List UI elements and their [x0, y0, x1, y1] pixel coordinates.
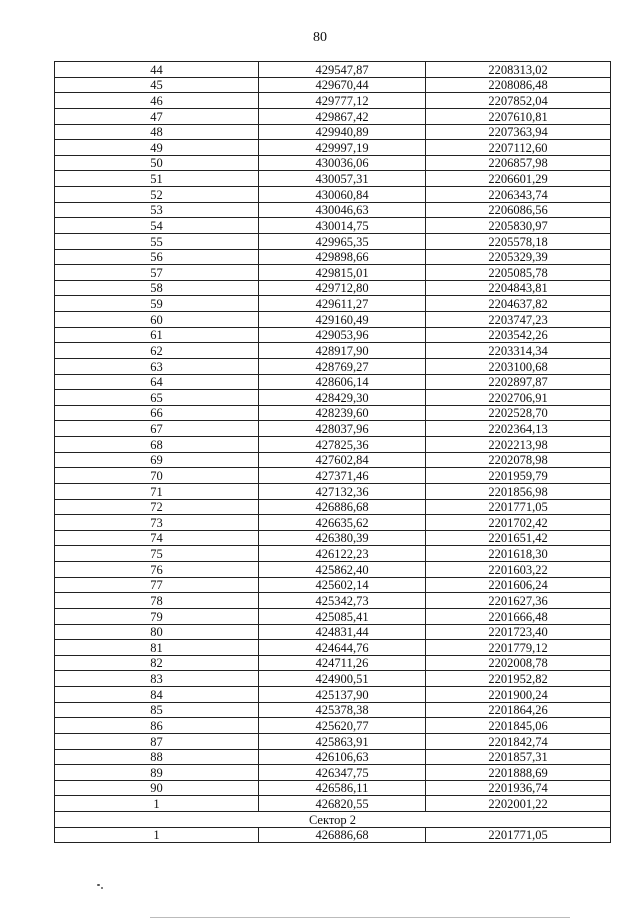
x-coordinate-cell: 429777,12 [259, 93, 426, 109]
point-number-cell: 54 [55, 218, 259, 234]
table-row [55, 718, 611, 734]
table-row [55, 405, 611, 421]
y-coordinate-cell: 2207610,81 [426, 108, 611, 124]
x-coordinate-cell: 425137,90 [259, 687, 426, 703]
table-row [55, 468, 611, 484]
x-coordinate-cell: 424900,51 [259, 671, 426, 687]
x-coordinate-cell: 425620,77 [259, 718, 426, 734]
x-coordinate-cell: 426122,23 [259, 546, 426, 562]
y-coordinate-cell: 2201651,42 [426, 530, 611, 546]
table-row [55, 483, 611, 499]
point-number-cell: 56 [55, 249, 259, 265]
table-row [55, 687, 611, 703]
y-coordinate-cell: 2201666,48 [426, 608, 611, 624]
point-number-cell: 69 [55, 452, 259, 468]
x-coordinate-cell: 429670,44 [259, 77, 426, 93]
table-row [55, 608, 611, 624]
x-coordinate-cell: 426347,75 [259, 765, 426, 781]
x-coordinate-cell: 429940,89 [259, 124, 426, 140]
point-number-cell: 80 [55, 624, 259, 640]
point-number-cell: 78 [55, 593, 259, 609]
table-row [55, 155, 611, 171]
table-row [55, 624, 611, 640]
y-coordinate-cell: 2204637,82 [426, 296, 611, 312]
y-coordinate-cell: 2208086,48 [426, 77, 611, 93]
table-row [55, 671, 611, 687]
table-row [55, 421, 611, 437]
x-coordinate-cell: 424711,26 [259, 655, 426, 671]
table-row [55, 765, 611, 781]
point-number-cell: 77 [55, 577, 259, 593]
table-row [55, 593, 611, 609]
y-coordinate-cell: 2201856,98 [426, 483, 611, 499]
point-number-cell: 1 [55, 796, 259, 812]
y-coordinate-cell: 2201959,79 [426, 468, 611, 484]
y-coordinate-cell: 2201779,12 [426, 640, 611, 656]
y-coordinate-cell: 2201888,69 [426, 765, 611, 781]
y-coordinate-cell: 2201603,22 [426, 562, 611, 578]
y-coordinate-cell: 2207112,60 [426, 140, 611, 156]
point-number-cell: 89 [55, 765, 259, 781]
x-coordinate-cell: 430036,06 [259, 155, 426, 171]
table-row [55, 499, 611, 515]
page-number: 80 [313, 30, 327, 45]
table-row [55, 827, 611, 843]
point-number-cell: 53 [55, 202, 259, 218]
y-coordinate-cell: 2201702,42 [426, 515, 611, 531]
y-coordinate-cell: 2201627,36 [426, 593, 611, 609]
table-row [55, 749, 611, 765]
x-coordinate-cell: 429815,01 [259, 265, 426, 281]
point-number-cell: 72 [55, 499, 259, 515]
y-coordinate-cell: 2201857,31 [426, 749, 611, 765]
table-row [55, 390, 611, 406]
point-number-cell: 59 [55, 296, 259, 312]
x-coordinate-cell: 427132,36 [259, 483, 426, 499]
table-row [55, 343, 611, 359]
table-row [55, 202, 611, 218]
x-coordinate-cell: 424831,44 [259, 624, 426, 640]
x-coordinate-cell: 425862,40 [259, 562, 426, 578]
y-coordinate-cell: 2206601,29 [426, 171, 611, 187]
table-row [55, 327, 611, 343]
table-row [55, 437, 611, 453]
scan-edge-line [150, 917, 570, 918]
x-coordinate-cell: 429965,35 [259, 233, 426, 249]
point-number-cell: 75 [55, 546, 259, 562]
table-row [55, 93, 611, 109]
x-coordinate-cell: 428917,90 [259, 343, 426, 359]
table-row [55, 108, 611, 124]
y-coordinate-cell: 2205578,18 [426, 233, 611, 249]
coordinates-table-body [55, 62, 611, 843]
y-coordinate-cell: 2201864,26 [426, 702, 611, 718]
x-coordinate-cell: 426635,62 [259, 515, 426, 531]
point-number-cell: 67 [55, 421, 259, 437]
y-coordinate-cell: 2203314,34 [426, 343, 611, 359]
x-coordinate-cell: 425602,14 [259, 577, 426, 593]
y-coordinate-cell: 2202213,98 [426, 437, 611, 453]
x-coordinate-cell: 425342,73 [259, 593, 426, 609]
y-coordinate-cell: 2205085,78 [426, 265, 611, 281]
x-coordinate-cell: 429053,96 [259, 327, 426, 343]
table-row [55, 62, 611, 78]
point-number-cell: 61 [55, 327, 259, 343]
table-row [55, 374, 611, 390]
table-row [55, 124, 611, 140]
table-row [55, 312, 611, 328]
point-number-cell: 83 [55, 671, 259, 687]
x-coordinate-cell: 425378,38 [259, 702, 426, 718]
point-number-cell: 70 [55, 468, 259, 484]
y-coordinate-cell: 2202001,22 [426, 796, 611, 812]
point-number-cell: 81 [55, 640, 259, 656]
table-row [55, 515, 611, 531]
table-row [55, 796, 611, 812]
point-number-cell: 62 [55, 343, 259, 359]
point-number-cell: 87 [55, 733, 259, 749]
point-number-cell: 88 [55, 749, 259, 765]
point-number-cell: 85 [55, 702, 259, 718]
y-coordinate-cell: 2207363,94 [426, 124, 611, 140]
table-row [55, 640, 611, 656]
x-coordinate-cell: 426886,68 [259, 827, 426, 843]
table-row [55, 702, 611, 718]
point-number-cell: 73 [55, 515, 259, 531]
section-header-row [55, 812, 611, 828]
point-number-cell: 55 [55, 233, 259, 249]
x-coordinate-cell: 427371,46 [259, 468, 426, 484]
point-number-cell: 1 [55, 827, 259, 843]
x-coordinate-cell: 429997,19 [259, 140, 426, 156]
y-coordinate-cell: 2201771,05 [426, 499, 611, 515]
table-row [55, 780, 611, 796]
table-row [55, 655, 611, 671]
y-coordinate-cell: 2202528,70 [426, 405, 611, 421]
table-row [55, 187, 611, 203]
y-coordinate-cell: 2202897,87 [426, 374, 611, 390]
x-coordinate-cell: 425085,41 [259, 608, 426, 624]
y-coordinate-cell: 2204843,81 [426, 280, 611, 296]
point-number-cell: 46 [55, 93, 259, 109]
coordinates-table [54, 61, 611, 843]
y-coordinate-cell: 2201845,06 [426, 718, 611, 734]
y-coordinate-cell: 2203747,23 [426, 312, 611, 328]
point-number-cell: 50 [55, 155, 259, 171]
x-coordinate-cell: 427602,84 [259, 452, 426, 468]
table-row [55, 218, 611, 234]
point-number-cell: 57 [55, 265, 259, 281]
point-number-cell: 49 [55, 140, 259, 156]
x-coordinate-cell: 429547,87 [259, 62, 426, 78]
y-coordinate-cell: 2201952,82 [426, 671, 611, 687]
x-coordinate-cell: 426106,63 [259, 749, 426, 765]
y-coordinate-cell: 2202008,78 [426, 655, 611, 671]
y-coordinate-cell: 2205329,39 [426, 249, 611, 265]
table-row [55, 577, 611, 593]
point-number-cell: 74 [55, 530, 259, 546]
point-number-cell: 82 [55, 655, 259, 671]
y-coordinate-cell: 2202078,98 [426, 452, 611, 468]
section-title: Сектор 2 [55, 812, 611, 828]
table-row [55, 546, 611, 562]
table-row [55, 733, 611, 749]
point-number-cell: 64 [55, 374, 259, 390]
scan-speck [97, 884, 100, 886]
y-coordinate-cell: 2201618,30 [426, 546, 611, 562]
point-number-cell: 44 [55, 62, 259, 78]
x-coordinate-cell: 430060,84 [259, 187, 426, 203]
table-row [55, 280, 611, 296]
y-coordinate-cell: 2201771,05 [426, 827, 611, 843]
point-number-cell: 47 [55, 108, 259, 124]
point-number-cell: 63 [55, 358, 259, 374]
point-number-cell: 45 [55, 77, 259, 93]
table-row [55, 296, 611, 312]
x-coordinate-cell: 428606,14 [259, 374, 426, 390]
y-coordinate-cell: 2201900,24 [426, 687, 611, 703]
x-coordinate-cell: 425863,91 [259, 733, 426, 749]
point-number-cell: 60 [55, 312, 259, 328]
x-coordinate-cell: 426820,55 [259, 796, 426, 812]
x-coordinate-cell: 428769,27 [259, 358, 426, 374]
x-coordinate-cell: 430014,75 [259, 218, 426, 234]
table-row [55, 358, 611, 374]
x-coordinate-cell: 426380,39 [259, 530, 426, 546]
x-coordinate-cell: 429160,49 [259, 312, 426, 328]
x-coordinate-cell: 429898,66 [259, 249, 426, 265]
x-coordinate-cell: 429611,27 [259, 296, 426, 312]
point-number-cell: 66 [55, 405, 259, 421]
point-number-cell: 86 [55, 718, 259, 734]
x-coordinate-cell: 430046,63 [259, 202, 426, 218]
point-number-cell: 48 [55, 124, 259, 140]
y-coordinate-cell: 2201723,40 [426, 624, 611, 640]
x-coordinate-cell: 429867,42 [259, 108, 426, 124]
table-row [55, 530, 611, 546]
y-coordinate-cell: 2201936,74 [426, 780, 611, 796]
y-coordinate-cell: 2206343,74 [426, 187, 611, 203]
y-coordinate-cell: 2205830,97 [426, 218, 611, 234]
y-coordinate-cell: 2201842,74 [426, 733, 611, 749]
table-row [55, 249, 611, 265]
x-coordinate-cell: 428037,96 [259, 421, 426, 437]
y-coordinate-cell: 2203100,68 [426, 358, 611, 374]
x-coordinate-cell: 428239,60 [259, 405, 426, 421]
table-row [55, 140, 611, 156]
y-coordinate-cell: 2206857,98 [426, 155, 611, 171]
point-number-cell: 90 [55, 780, 259, 796]
y-coordinate-cell: 2206086,56 [426, 202, 611, 218]
x-coordinate-cell: 428429,30 [259, 390, 426, 406]
x-coordinate-cell: 427825,36 [259, 437, 426, 453]
x-coordinate-cell: 430057,31 [259, 171, 426, 187]
table-row [55, 171, 611, 187]
y-coordinate-cell: 2207852,04 [426, 93, 611, 109]
table-row [55, 265, 611, 281]
point-number-cell: 51 [55, 171, 259, 187]
table-row [55, 562, 611, 578]
point-number-cell: 52 [55, 187, 259, 203]
point-number-cell: 84 [55, 687, 259, 703]
point-number-cell: 65 [55, 390, 259, 406]
x-coordinate-cell: 426586,11 [259, 780, 426, 796]
x-coordinate-cell: 426886,68 [259, 499, 426, 515]
y-coordinate-cell: 2208313,02 [426, 62, 611, 78]
table-row [55, 77, 611, 93]
point-number-cell: 58 [55, 280, 259, 296]
table-row [55, 233, 611, 249]
x-coordinate-cell: 424644,76 [259, 640, 426, 656]
y-coordinate-cell: 2202364,13 [426, 421, 611, 437]
y-coordinate-cell: 2203542,26 [426, 327, 611, 343]
point-number-cell: 76 [55, 562, 259, 578]
point-number-cell: 68 [55, 437, 259, 453]
table-row [55, 452, 611, 468]
point-number-cell: 71 [55, 483, 259, 499]
y-coordinate-cell: 2202706,91 [426, 390, 611, 406]
scan-speck [101, 887, 103, 889]
x-coordinate-cell: 429712,80 [259, 280, 426, 296]
y-coordinate-cell: 2201606,24 [426, 577, 611, 593]
point-number-cell: 79 [55, 608, 259, 624]
